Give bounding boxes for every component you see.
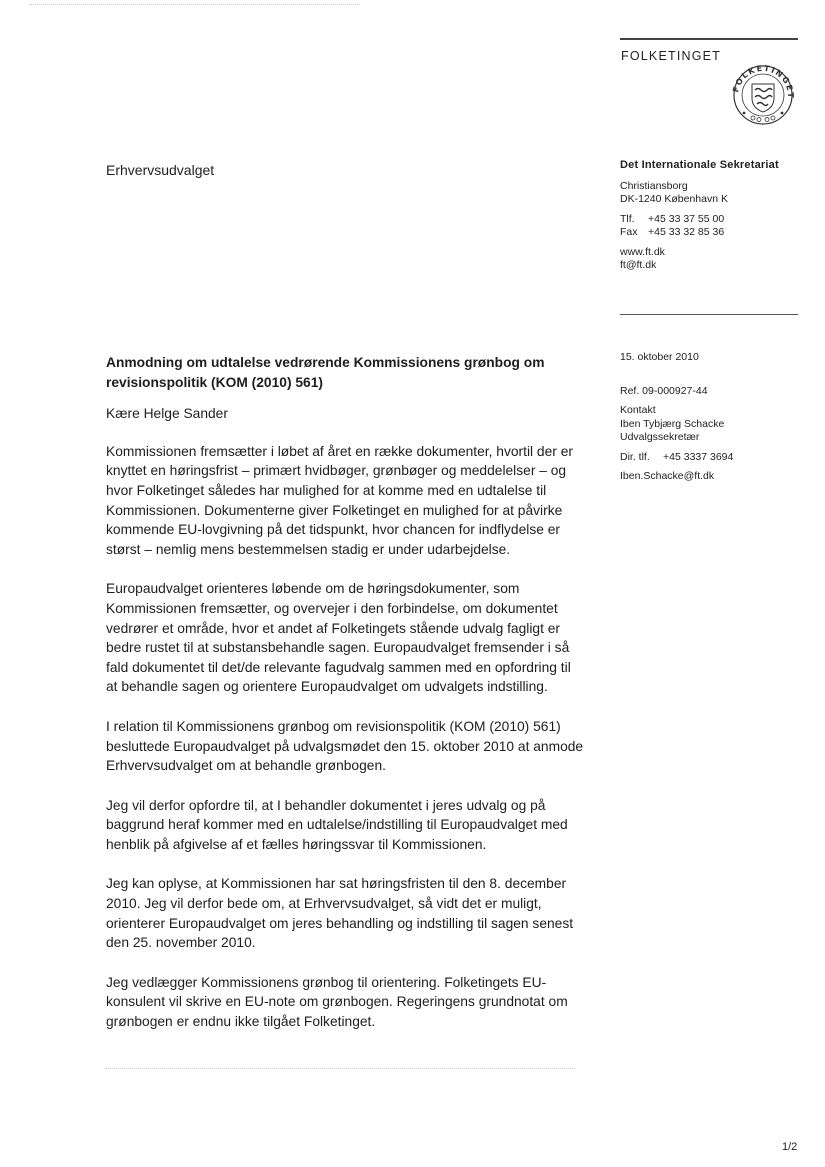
fax-label: Fax bbox=[620, 226, 638, 238]
letter-date: 15. oktober 2010 bbox=[620, 351, 699, 363]
phone-label: Tlf. bbox=[620, 213, 635, 225]
paragraph: Jeg kan oplyse, at Kommissionen har sat høringsfristen til den 8. december 2010. Jeg vil derfor bede om, at Erhvervsudvalget, så vidt det er muligt, orienterer Europaudvalget om jeres behandling og indstilling til sagen senest den 25. november 2010. bbox=[106, 876, 574, 951]
page-number: 1/2 bbox=[782, 1141, 798, 1153]
paragraph: I relation til Kommissionens grønbog om revisionspolitik (KOM (2010) 561) besluttede Europaudvalget på udvalgsmødet den 15. oktober 2010 at anmode Erhvervsudvalget om at behandle grønbogen. bbox=[106, 718, 584, 774]
contact-label: Kontakt bbox=[620, 404, 656, 416]
letter-salutation: Kære Helge Sander bbox=[106, 406, 228, 422]
letter-body bbox=[106, 353, 584, 1052]
paragraph: Jeg vedlægger Kommissionens grønbog til orientering. Folketingets EU-konsulent vil skrive en EU-note om grønbogen. Regeringens grundnotat om grønbogen er endnu ikke tilgået Folketinget. bbox=[106, 974, 568, 1030]
contact-name: Iben Tybjærg Schacke bbox=[620, 417, 725, 430]
contact-title: Udvalgssekretær bbox=[620, 431, 700, 443]
paragraph: Jeg vil derfor opfordre til, at I behandler dokumentet i jeres udvalg og på baggrund heraf kommer med en udtalelse/indstilling til Europaudvalget med henblik på afgivelse af et fælles høringssvar til Kommissionen. bbox=[106, 797, 568, 852]
scan-artifact-top bbox=[30, 4, 360, 6]
phone-value: +45 33 37 55 00 bbox=[648, 213, 725, 225]
fax-value: +45 33 32 85 36 bbox=[648, 226, 725, 238]
recipient: Erhvervsudvalget bbox=[106, 162, 215, 178]
sender-address-line1: Christiansborg bbox=[620, 180, 688, 192]
paragraph: Kommissionen fremsætter i løbet af året en række dokumenter, hvortil der er knyttet en høringsfrist – primært hvidbøger, grønbøger og meddelelser – og hvor Folketinget således har mulighed for at komme med en udtalelse til Kommissionen. Dokumenterne giver Folketinget en mulighed for at påvirke kommende EU-lovgivning på det tidspunkt, hvor chancen for indflydelse er størst – nemlig mens bestemmelsen stadig er under udarbejdelse. bbox=[106, 443, 573, 557]
svg-text:FOLKETINGET: FOLKETINGET bbox=[731, 63, 796, 100]
direct-phone-row bbox=[620, 451, 810, 465]
meta-block bbox=[620, 351, 810, 484]
sender-address-line2: DK-1240 København K bbox=[620, 193, 728, 205]
direct-phone-value: +45 3337 3694 bbox=[663, 450, 734, 463]
sender-web[interactable]: www.ft.dk bbox=[620, 246, 665, 258]
sender-block bbox=[620, 159, 810, 272]
reference-number: Ref. 09-000927-44 bbox=[620, 384, 708, 397]
folketinget-seal-icon bbox=[728, 62, 798, 126]
sender-email[interactable]: ft@ft.dk bbox=[620, 259, 657, 271]
scan-artifact-bottom bbox=[105, 1068, 575, 1070]
org-name: FOLKETINGET bbox=[621, 49, 722, 63]
header-rule bbox=[620, 38, 798, 40]
sender-phone-row bbox=[620, 213, 810, 226]
contact-email[interactable]: Iben.Schacke@ft.dk bbox=[620, 470, 715, 482]
paragraph: Europaudvalget orienteres løbende om de høringsdokumenter, som Kommissionen fremsætter, og overvejer i den forbindelse, om dokumentet vedrører et område, hvor et andet af Folketingets stående udvalg fagligt er bedre rustet til at substansbehandle sagen. Europaudvalget fremsender i så fald dokumentet til det/de relevante fagudvalg sammen med en opfordring til at behandle sagen og orientere Europaudvalget om udvalgets indstilling. bbox=[106, 581, 571, 695]
letter-subject: Anmodning om udtalelse vedrørende Kommissionens grønbog om revisionspolitik (KOM (2010) 561) bbox=[106, 355, 545, 390]
sender-fax-row bbox=[620, 226, 810, 239]
direct-phone-label: Dir. tlf. bbox=[620, 450, 650, 463]
side-rule bbox=[620, 314, 798, 315]
sender-department: Det Internationale Sekretariat bbox=[620, 159, 779, 171]
